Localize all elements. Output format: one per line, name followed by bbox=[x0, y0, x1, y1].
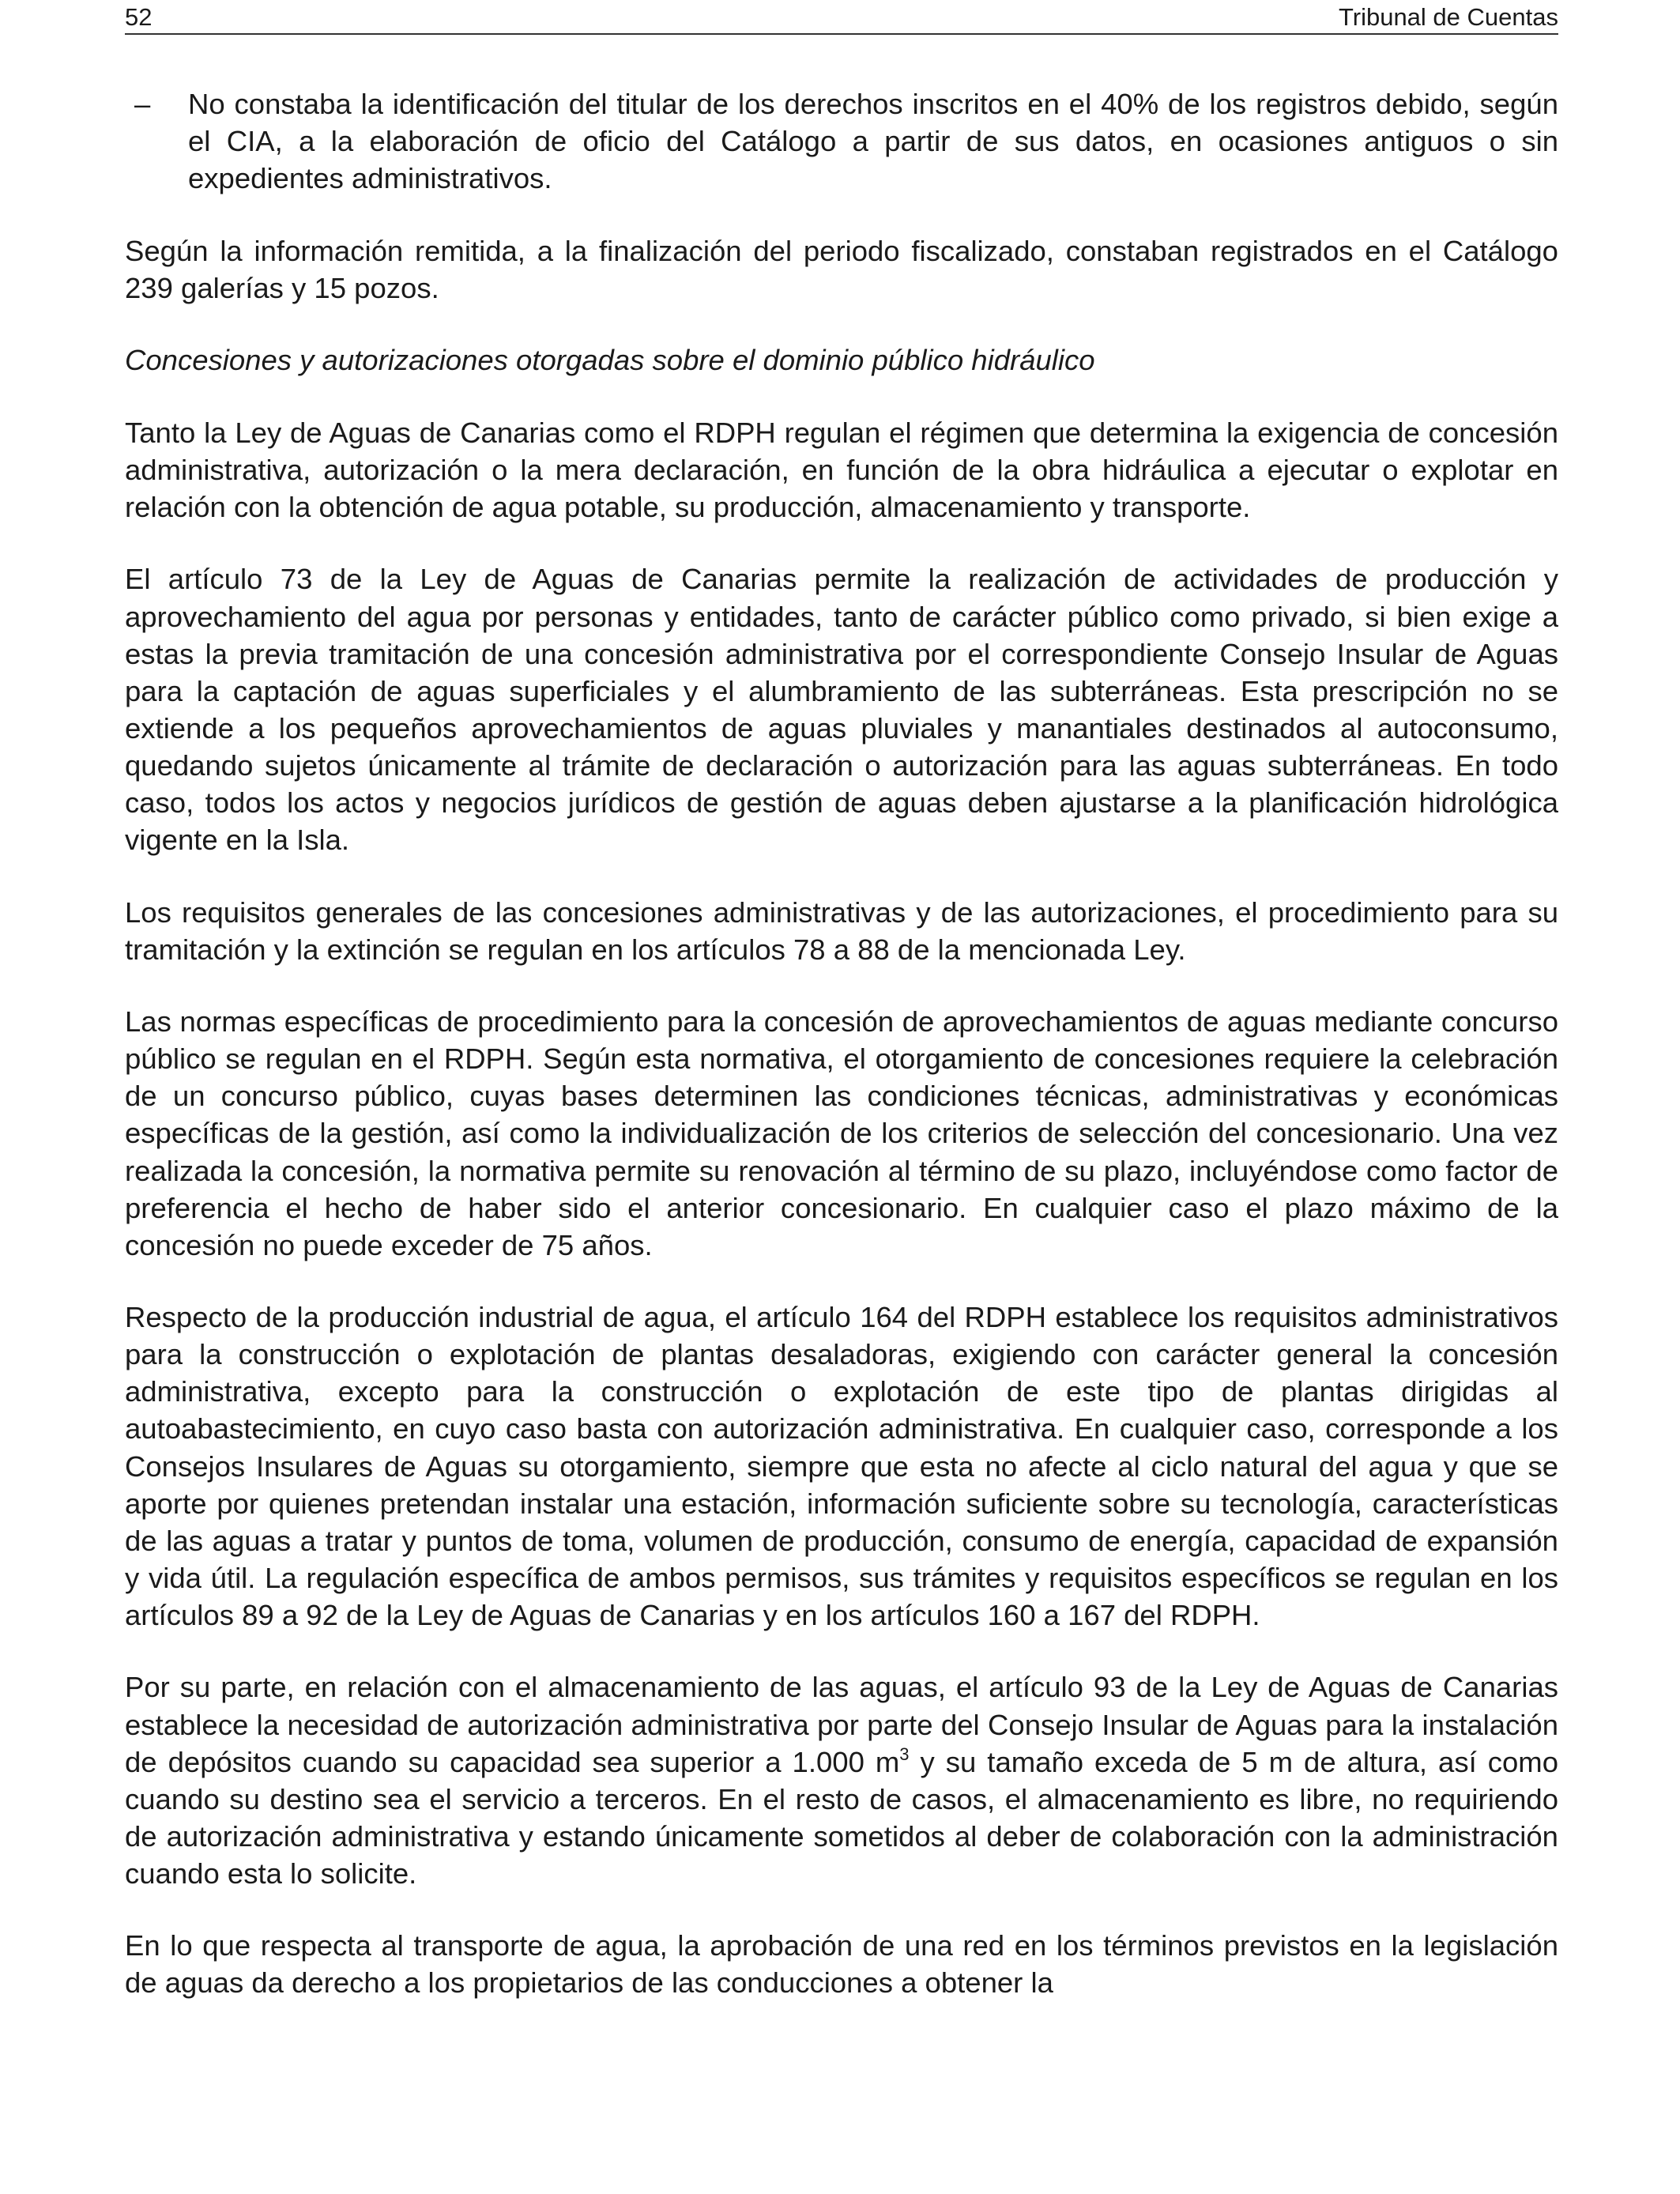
page-number: 52 bbox=[125, 3, 153, 31]
paragraph-general-requirements: Los requisitos generales de las concesiones administrativas y de las autorizaciones, el procedimiento para su tramitación y la extinción se regulan en los artículos 78 a 88 de la mencionada Ley. bbox=[125, 895, 1558, 966]
paragraph-legal-regime: Tanto la Ley de Aguas de Canarias como el RDPH regulan el régimen que determina la exigencia de concesión administrativa, autorización o la mera declaración, en función de la obra hidráulica a ejecutar o explotar en relación con la obtención de agua potable, su producción, almacenamiento y transporte. bbox=[125, 416, 1558, 523]
cubic-superscript: 3 bbox=[899, 1744, 910, 1764]
paragraph-public-tender: Las normas específicas de procedimiento para la concesión de aprovechamientos de aguas mediante concurso público se regulan en el RDPH. Según esta normativa, el otorgamiento de concesiones requiere la celebración de un concurso público, cuyas bases determinen las condiciones técnicas, administrativas y económicas específicas de la gestión, así como la individualización de los criterios de selección del concesionario. Una vez realizada la concesión, la normativa permite su renovación al término de su plazo, incluyéndose como factor de preferencia el hecho de haber sido el anterior concesionario. En cualquier caso el plazo máximo de la concesión no puede exceder de 75 años. bbox=[125, 1005, 1558, 1261]
section-heading: Concesiones y autorizaciones otorgadas sobre el dominio público hidráulico bbox=[125, 344, 1095, 377]
paragraph-industrial-production: Respecto de la producción industrial de agua, el artículo 164 del RDPH establece los requisitos administrativos para la construcción o explotación de plantas desaladoras, exigiendo con carácter general la concesión administrativa, excepto para la construcción o explotación de este tipo de plantas dirigidas al autoabastecimiento, en cuyo caso basta con autorización administrativa. En cualquier caso, corresponde a los Consejos Insulares de Aguas su otorgamiento, siempre que esta no afecte al ciclo natural del agua y que se aporte por quienes pretendan instalar una estación, información suficiente sobre su tecnología, características de las aguas a tratar y puntos de toma, volumen de producción, consumo de energía, capacidad de expansión y vida útil. La regulación específica de ambos permisos, sus trámites y requisitos específicos se regulan en los artículos 89 a 92 de la Ley de Aguas de Canarias y en los artículos 160 a 167 del RDPH. bbox=[125, 1301, 1558, 1631]
paragraph-catalog-count: Según la información remitida, a la finalización del periodo fiscalizado, constaban registrados en el Catálogo 239 galerías y 15 pozos. bbox=[125, 234, 1558, 304]
storage-text-part1: Por su parte, en relación con el almacenamiento de las aguas, el artículo 93 de la Ley de Aguas de Canarias establece la necesidad de autorización administrativa por parte del Consejo Insular de Aguas para la instalación de depósitos cuando su capacidad sea superior a 1.000 m bbox=[125, 1671, 1558, 1778]
storage-text-part2: y su tamaño exceda de 5 m de altura, así como cuando su destino sea el servicio a terceros. En el resto de casos, el almacenamiento es libre, no requiriendo de autorización administrativa y estando únicamente sometidos al deber de colaboración con la administración cuando esta lo solicite. bbox=[125, 1745, 1558, 1890]
bullet-dash: – bbox=[134, 88, 151, 120]
paragraph-article-73: El artículo 73 de la Ley de Aguas de Canarias permite la realización de actividades de producción y aprovechamiento del agua por personas y entidades, tanto de carácter público como privado, si bien exige a estas la previa tramitación de una concesión administrativa por el correspondiente Consejo Insular de Aguas para la captación de aguas superficiales y el alumbramiento de las subterráneas. Esta prescripción no se extiende a los pequeños aprovechamientos de aguas pluviales y manantiales destinados al autoconsumo, quedando sujetos únicamente al trámite de declaración o autorización para las aguas subterráneas. En todo caso, todos los actos y negocios jurídicos de gestión de aguas deben ajustarse a la planificación hidrológica vigente en la Isla. bbox=[125, 563, 1558, 857]
document-body bbox=[125, 85, 1558, 2002]
bullet-item bbox=[125, 85, 1558, 197]
page-header bbox=[125, 2, 1558, 35]
running-title: Tribunal de Cuentas bbox=[1338, 3, 1558, 31]
paragraph-storage bbox=[125, 1668, 1558, 1892]
paragraph-transport: En lo que respecta al transporte de agua, la aprobación de una red en los términos previstos en la legislación de aguas da derecho a los propietarios de las conducciones a obtener la bbox=[125, 1929, 1558, 2000]
bullet-text: No constaba la identificación del titular de los derechos inscritos en el 40% de los registros debido, según el CIA, a la elaboración de oficio del Catálogo a partir de sus datos, en ocasiones antiguos o sin expedientes administrativos. bbox=[188, 88, 1558, 195]
